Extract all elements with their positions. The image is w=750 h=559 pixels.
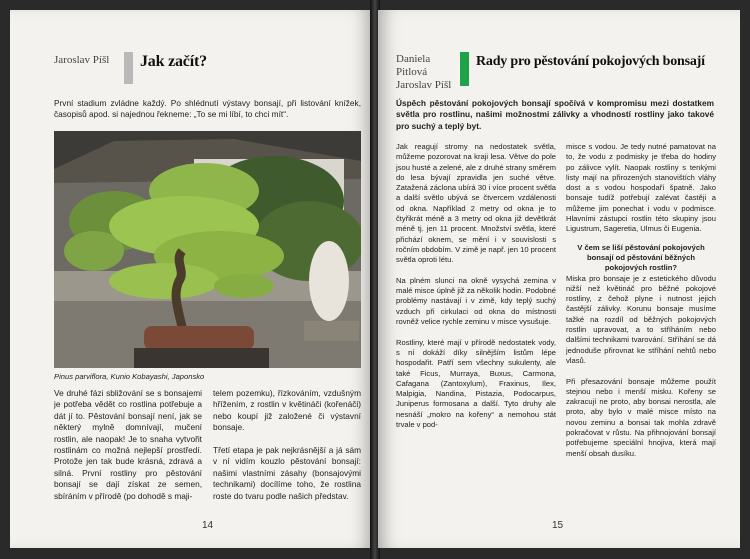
right-chapter-bar <box>460 52 469 86</box>
right-column-1: Jak reagují stromy na nedostatek světla, můžeme pozorovat na kraji lesa. Větve do pole jsou husté a zelené, ale z druhé strany směrem do lesa bývají zpravidla jen suché větve. Zatažená záclona ubírá 30 i více procent světla a další světlo ubývá se čtvercem vzdálenosti od okna. Například 2 metry od okna je to čtyřikrát méně a 3 metry od okna již devětkrát méně tj. jen 11 procent. Množství světla, které přichází oknem, se mění i v souvislosti s ročním obdobím. V zimě je např. jen 10 procent světla oproti létu. Na plném slunci na okně vysychá zemina v malé misce úplně již za několik hodin. Podobné problémy nastávají i v zimě, kdy teplý suchý vzduch při cirkulaci od okna do místnosti rovněž velice rychle zeminu v misce vysušuje. Rostliny, které mají v přírodě nedostatek vody, s ní dokáží díky silnějším listům lépe hospodařit. Patří sem všechny sukulenty, ale také Ficus, Murraya, Buxus, Carmona, Cafagana (Zantoxylum), Fraxinus, Ilex, Malpigia, Nandina, Pistazia, Podocarpus, Juniperus formosana a další. Tyto druhy ale nesnáší „mokro na kořeny“ a nemohou stát trvale v pod- <box>396 142 556 430</box>
right-col2-heading: V čem se liší pěstování pokojových bonsají od pěstování běžných pokojových rostlin? <box>577 242 705 273</box>
right-column-2 <box>566 142 716 459</box>
left-page <box>10 10 372 548</box>
left-author: Jaroslav Píšl <box>54 54 110 66</box>
photo-caption: Pinus parviflora, Kunio Kobayashi, Japonsko <box>54 372 205 381</box>
right-col2-text2: Miska pro bonsaje je z estetického důvodu nižší než květináč pro běžné pokojové rostliny, z čehož plyne i nutnost jejich častější zálivky. Korunu bonsaje musíme tažké na rozdíl od běžných pokojových rostlin upravovat, a to stříháním nebo dalšími technikami tvarování. Stříhání se dá jednoduše přirovnat ke stříhání nehtů nebo vlasů. Při přesazování bonsaje můžeme použít stejnou nebo i menší misku. Kořeny se zakracují ne proto, aby bonsai nerostla, ale proto, aby bylo v malé misce místo na novou zeminu a bonsai tak mohla zdravě pokračovat v růstu. Na přihnojování bonsají potřebujeme speciální hnojiva, která mají menší obsah dusíku. <box>566 273 716 458</box>
right-col2-text: misce s vodou. Je tedy nutné pamatovat na to, že vodu z podmisky je třeba do hodiny po zálivce vylít. Naopak rostliny s tenkými listy mají na přirozených stanovištích vláhy dost a s vodou hospodaří špatně. Jako bonsaje tudíž potřebují zalévat častěji a můžeme jim ponechat i vodu v podmisce. Hlavními zástupci rostlin této skupiny jsou Ligustrum, Sageretia, Ulmus či Eugenia. <box>566 142 716 234</box>
right-page-number: 15 <box>552 520 564 531</box>
left-chapter-bar <box>124 52 133 84</box>
right-chapter-title: Rady pro pěstování pokojových bonsají <box>476 54 705 69</box>
left-chapter-title: Jak začít? <box>140 53 207 70</box>
right-page <box>378 10 740 548</box>
left-column-1: Ve druhé fázi sbližování se s bonsajemi je potřeba vědět co rostlina potřebuje a dát jí to. Pěstování bonsají není, jak se některý mylně domnívají, mučení rostlin, ale naopak! Je to snaha vytvořit rostlinám co možná nejlepší prostředí. Protože jen tak bude krásná, zdravá a silná. První rostliny pro pěstování bonsají se dají získat ze semen, sbíráním v přírodě (po dohodě s maji- <box>54 388 202 501</box>
right-intro: Úspěch pěstování pokojových bonsají spočívá v kompromisu mezi dostatkem světla pro rostlinu, našimi možnostmi zálivky a vhodností rostliny jako takové pro suchý a teplý byt. <box>396 98 714 131</box>
left-column-2: telem pozemku), řízkováním, vzdušným hřížením, z rostlin v květináči (kořenáči) nebo koupí již založené či výstavní bonsaje. Třetí etapa je pak nejkrásnější a já sám v ní vidím kouzlo pěstování bonsají: našimi vlastními zásahy (bonsajovými technikami) docílíme toho, že rostlina roste do tvaru podle našich představ. <box>213 388 361 501</box>
bonsai-photo <box>54 131 361 368</box>
left-intro: První stadium zvládne každý. Po shlédnutí výstavy bonsají, při listování knížek, časopisů apod. si najednou řekneme: „To se mi líbí, to chci mít“. <box>54 98 361 120</box>
left-page-number: 14 <box>202 520 214 531</box>
right-author: Daniela Pitlová Jaroslav Píšl <box>396 53 452 91</box>
